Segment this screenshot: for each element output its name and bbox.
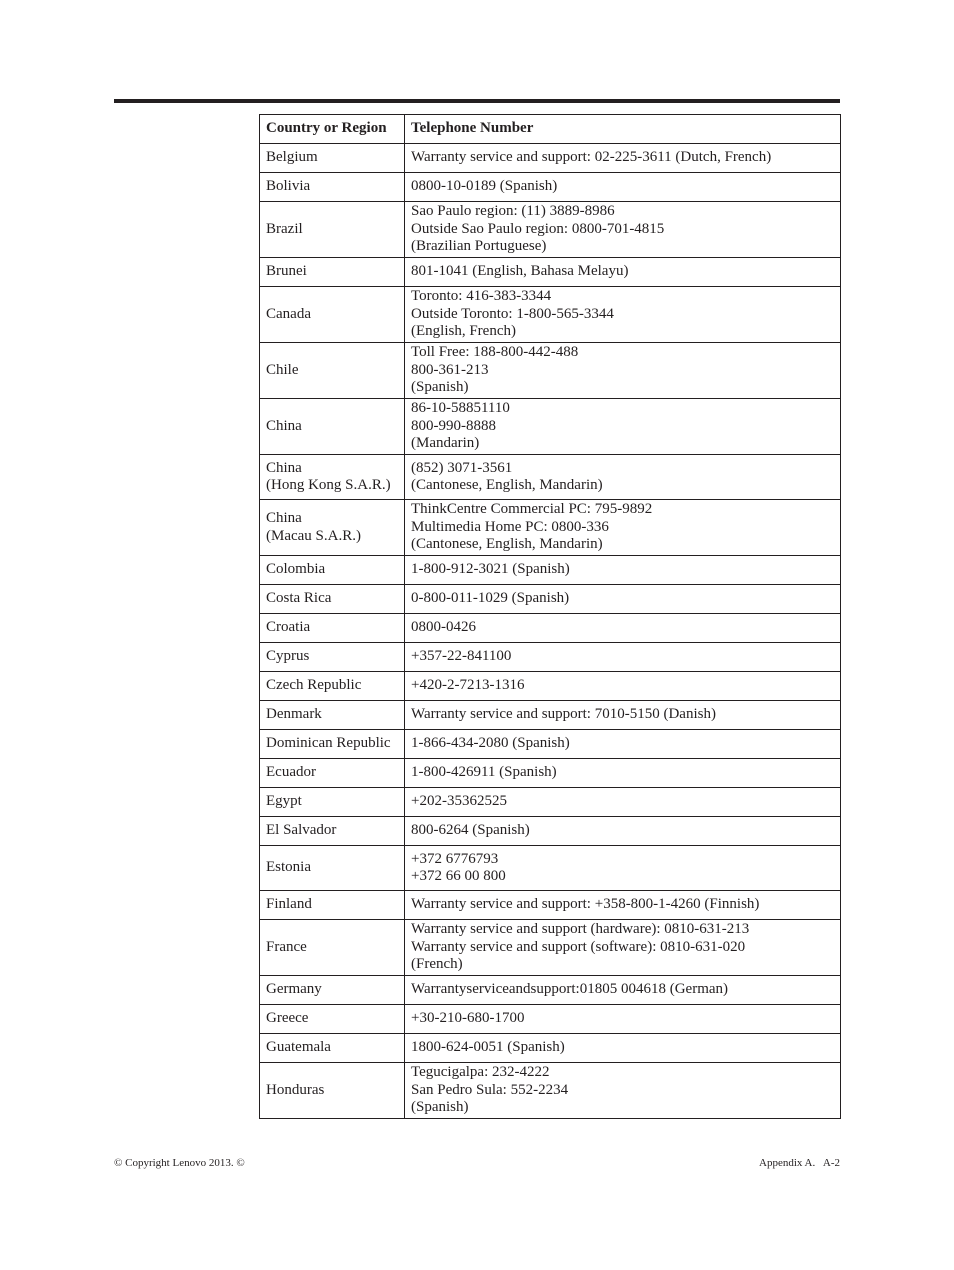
- header-country: Country or Region: [260, 115, 405, 144]
- telephone-cell: [405, 976, 841, 1005]
- telephone-cell-line: Warrantyserviceandsupport:01805 004618 (German): [411, 981, 729, 998]
- telephone-cell: [405, 672, 841, 701]
- country-cell: [260, 1063, 405, 1119]
- table-row: [260, 846, 841, 891]
- table-row: [260, 643, 841, 672]
- telephone-cell: [405, 920, 841, 976]
- telephone-cell: [405, 1034, 841, 1063]
- country-cell-line: El Salvador: [266, 822, 337, 839]
- country-cell-line: (Macau S.A.R.): [266, 527, 361, 544]
- country-cell: [260, 455, 405, 500]
- telephone-cell: [405, 817, 841, 846]
- country-cell-line: (Hong Kong S.A.R.): [266, 477, 391, 493]
- telephone-cell: [405, 614, 841, 643]
- telephone-cell-line: 86-10-58851110: [411, 400, 510, 417]
- country-cell: [260, 287, 405, 343]
- country-cell-line: Czech Republic: [266, 677, 362, 694]
- table-row: [260, 258, 841, 287]
- country-cell: [260, 920, 405, 976]
- telephone-cell-line: Warranty service and support: 02-225-3611 (Dutch, French): [411, 149, 772, 166]
- telephone-table: [259, 114, 841, 1119]
- country-cell-line: Denmark: [266, 706, 322, 723]
- country-cell: [260, 614, 405, 643]
- country-cell-line: Brunei: [266, 263, 307, 280]
- telephone-cell: [405, 399, 841, 455]
- telephone-cell-line: 800-990-8888: [411, 417, 496, 434]
- table-row: [260, 1034, 841, 1063]
- country-cell: [260, 643, 405, 672]
- country-cell-line: Canada: [266, 305, 311, 322]
- telephone-cell-line: (Mandarin): [411, 435, 480, 452]
- telephone-cell-line: 0800-0426: [411, 619, 476, 636]
- table-row: [260, 920, 841, 976]
- telephone-cell-line: (Spanish): [411, 1099, 469, 1116]
- telephone-cell-line: Warranty service and support: +358-800-1-4260 (Finnish): [411, 896, 760, 913]
- country-cell-line: Colombia: [266, 561, 326, 578]
- telephone-cell-line: (Spanish): [411, 379, 469, 396]
- telephone-cell-line: Toll Free: 188-800-442-488: [411, 344, 579, 361]
- table-row: [260, 585, 841, 614]
- telephone-cell-line: (Cantonese, English, Mandarin): [411, 477, 603, 493]
- country-cell: [260, 1034, 405, 1063]
- country-cell: [260, 701, 405, 730]
- table-row: [260, 343, 841, 399]
- country-cell: [260, 343, 405, 399]
- telephone-cell-line: 0-800-011-1029 (Spanish): [411, 590, 570, 607]
- telephone-cell-line: 800-6264 (Spanish): [411, 822, 530, 839]
- table-row: [260, 788, 841, 817]
- telephone-cell-line: Toronto: 416-383-3344: [411, 288, 552, 305]
- page-number: Appendix A. A-2: [759, 1157, 840, 1169]
- country-cell-line: Egypt: [266, 793, 302, 810]
- country-cell: [260, 202, 405, 258]
- telephone-cell-line: Outside Toronto: 1-800-565-3344: [411, 305, 614, 322]
- table-header-row: [260, 115, 841, 144]
- country-cell-line: Chile: [266, 361, 299, 378]
- country-cell-line: France: [266, 938, 307, 955]
- telephone-cell: [405, 343, 841, 399]
- country-cell: [260, 817, 405, 846]
- table-row: [260, 455, 841, 500]
- table-row: [260, 730, 841, 759]
- telephone-cell-line: (Cantonese, English, Mandarin): [411, 536, 603, 553]
- country-cell-line: Germany: [266, 981, 322, 998]
- telephone-cell: [405, 585, 841, 614]
- telephone-cell: [405, 730, 841, 759]
- telephone-cell-line: San Pedro Sula: 552-2234: [411, 1081, 569, 1098]
- telephone-cell-line: Multimedia Home PC: 0800-336: [411, 518, 609, 535]
- country-cell: [260, 258, 405, 287]
- table-body: [260, 144, 841, 1119]
- telephone-cell-line: 800-361-213: [411, 361, 489, 378]
- copyright-notice: © Copyright Lenovo 2013. ©: [114, 1157, 245, 1169]
- country-cell-line: Dominican Republic: [266, 735, 391, 752]
- telephone-cell-line: 0800-10-0189 (Spanish): [411, 178, 558, 195]
- telephone-cell-line: 1800-624-0051 (Spanish): [411, 1039, 565, 1056]
- telephone-cell: [405, 173, 841, 202]
- country-cell-line: Finland: [266, 896, 312, 913]
- table-row: [260, 556, 841, 585]
- country-cell: [260, 730, 405, 759]
- header-telephone: Telephone Number: [405, 115, 841, 144]
- telephone-cell-line: (852) 3071-3561: [411, 459, 513, 476]
- telephone-cell: [405, 1063, 841, 1119]
- telephone-cell: [405, 759, 841, 788]
- telephone-cell: [405, 556, 841, 585]
- table-row: [260, 1005, 841, 1034]
- telephone-cell-line: Warranty service and support (hardware): 0810-631-213: [411, 921, 750, 938]
- country-cell: [260, 585, 405, 614]
- telephone-cell-line: 1-800-912-3021 (Spanish): [411, 561, 570, 578]
- country-cell-line: China: [266, 417, 302, 434]
- table-row: [260, 701, 841, 730]
- telephone-cell-line: Warranty service and support (software): 0810-631-020: [411, 938, 746, 955]
- country-cell-line: Bolivia: [266, 178, 311, 195]
- table-row: [260, 1063, 841, 1119]
- telephone-cell: [405, 258, 841, 287]
- country-cell: [260, 399, 405, 455]
- country-cell-line: Costa Rica: [266, 590, 332, 607]
- telephone-cell-line: +30-210-680-1700: [411, 1010, 525, 1027]
- telephone-cell-line: Warranty service and support: 7010-5150 (Danish): [411, 706, 716, 723]
- country-cell: [260, 173, 405, 202]
- telephone-cell-line: (English, French): [411, 323, 516, 340]
- country-cell: [260, 1005, 405, 1034]
- telephone-cell-line: +372 6776793: [411, 850, 499, 867]
- country-cell: [260, 144, 405, 173]
- telephone-cell-line: +420-2-7213-1316: [411, 677, 525, 694]
- country-cell-line: Honduras: [266, 1081, 325, 1098]
- country-cell: [260, 846, 405, 891]
- table-row: [260, 500, 841, 556]
- table-row: [260, 759, 841, 788]
- top-rule: [114, 99, 840, 103]
- telephone-cell: [405, 1005, 841, 1034]
- telephone-cell: [405, 846, 841, 891]
- table-row: [260, 672, 841, 701]
- table-row: [260, 202, 841, 258]
- table-row: [260, 976, 841, 1005]
- telephone-cell: [405, 287, 841, 343]
- telephone-cell: [405, 788, 841, 817]
- country-cell: [260, 672, 405, 701]
- country-cell-line: Croatia: [266, 619, 311, 636]
- country-cell-line: China: [266, 459, 302, 476]
- country-cell-line: Cyprus: [266, 648, 310, 665]
- telephone-cell-line: +372 66 00 800: [411, 868, 506, 884]
- country-cell-line: Ecuador: [266, 764, 316, 781]
- telephone-cell: [405, 202, 841, 258]
- country-cell-line: Belgium: [266, 149, 318, 166]
- telephone-cell: [405, 500, 841, 556]
- table-row: [260, 817, 841, 846]
- table-row: [260, 287, 841, 343]
- country-cell: [260, 788, 405, 817]
- country-cell-line: Guatemala: [266, 1039, 331, 1056]
- telephone-cell: [405, 891, 841, 920]
- country-cell-line: Brazil: [266, 220, 303, 237]
- country-cell-line: China: [266, 510, 302, 526]
- country-cell: [260, 759, 405, 788]
- telephone-cell-line: Tegucigalpa: 232-4222: [411, 1064, 550, 1081]
- country-cell: [260, 556, 405, 585]
- table-row: [260, 144, 841, 173]
- telephone-cell-line: +357-22-841100: [411, 648, 512, 665]
- telephone-cell: [405, 643, 841, 672]
- country-cell: [260, 891, 405, 920]
- telephone-cell-line: Sao Paulo region: (11) 3889-8986: [411, 203, 615, 220]
- telephone-cell: [405, 144, 841, 173]
- telephone-cell-line: (Brazilian Portuguese): [411, 238, 547, 255]
- telephone-cell-line: 1-866-434-2080 (Spanish): [411, 735, 570, 752]
- table-row: [260, 399, 841, 455]
- table-row: [260, 173, 841, 202]
- telephone-cell: [405, 701, 841, 730]
- telephone-cell-line: 1-800-426911 (Spanish): [411, 764, 557, 781]
- country-cell: [260, 500, 405, 556]
- telephone-cell-line: 801-1041 (English, Bahasa Melayu): [411, 263, 629, 280]
- country-cell-line: Estonia: [266, 859, 311, 876]
- telephone-cell-line: ThinkCentre Commercial PC: 795-9892: [411, 501, 653, 518]
- telephone-cell-line: (French): [411, 956, 463, 973]
- country-cell-line: Greece: [266, 1010, 309, 1027]
- table-row: [260, 614, 841, 643]
- telephone-cell-line: Outside Sao Paulo region: 0800-701-4815: [411, 220, 665, 237]
- telephone-cell: [405, 455, 841, 500]
- table-row: [260, 891, 841, 920]
- telephone-cell-line: +202-35362525: [411, 793, 507, 810]
- country-cell: [260, 976, 405, 1005]
